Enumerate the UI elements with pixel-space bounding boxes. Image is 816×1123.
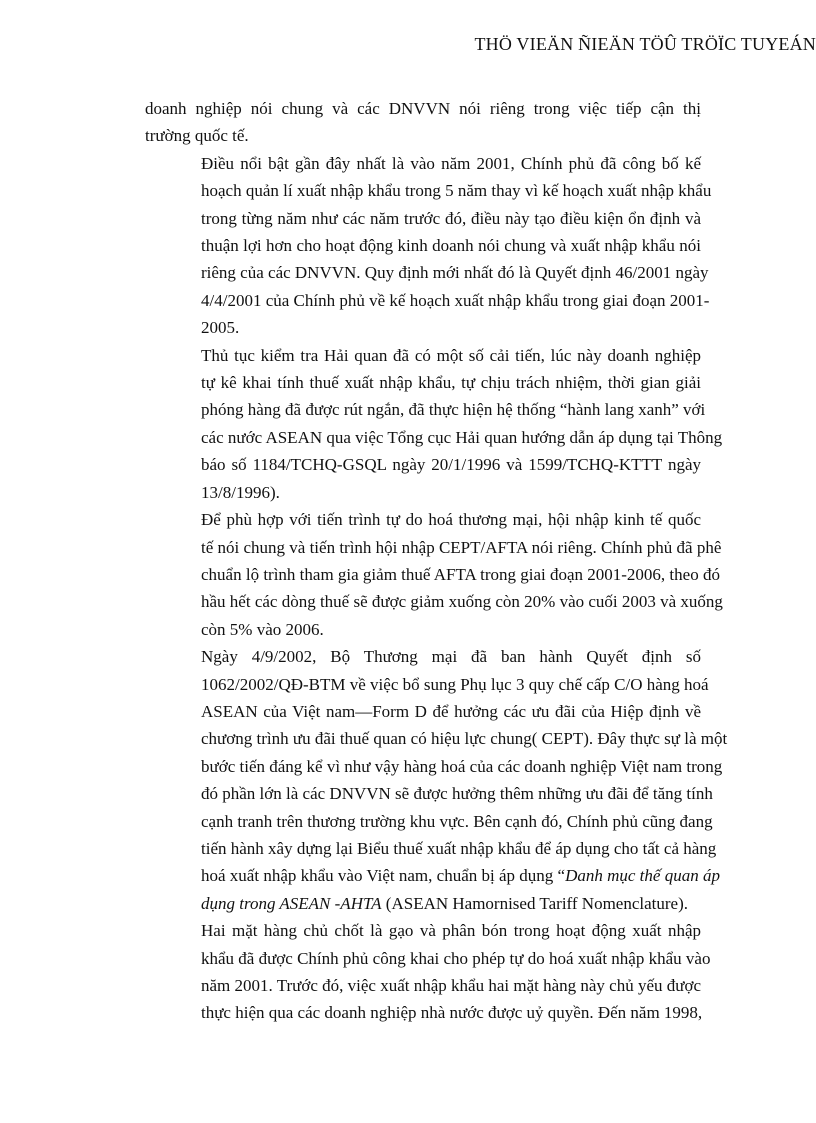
text-line: doanh nghiệp nói chung và các DNVVN nói riêng trong việc tiếp cận thị [145,99,701,118]
text-line: thực hiện qua các doanh nghiệp nhà nước được uỷ quyền. Đến năm 1998, [201,1003,703,1023]
text-line: 2005. [201,318,240,338]
text-line: 4/4/2001 của Chính phủ về kế hoạch xuất nhập khẩu trong giai đoạn 2001- [201,290,710,310]
text-line: tiến hành xây dựng lại Biểu thuế xuất nhập khẩu để áp dụng cho tất cả hàng [201,838,717,858]
paragraph [145,342,723,506]
text-line: thuận lợi hơn cho hoạt động kinh doanh nói chung và xuất nhập khẩu nói [201,236,701,256]
text-line: dụng trong ASEAN -AHTA (ASEAN Hamornised Tariff Nomenclature). [201,893,689,913]
text-line: trường quốc tế. [145,126,249,146]
text-line: tự kê khai tính thuế xuất nhập khẩu, tự chịu trách nhiệm, thời gian giải [201,373,701,393]
paragraph [145,150,712,342]
text-line: Để phù hợp với tiến trình tự do hoá thương mại, hội nhập kinh tế quốc [201,510,701,530]
text-line: chương trình ưu đãi thuế quan có hiệu lực chung( CEPT). Đây thực sự là một [201,729,728,749]
text-line: Điều nổi bật gần đây nhất là vào năm 2001, Chính phủ đã công bố kế [201,153,701,173]
paragraph [145,95,701,150]
text-line: tế nói chung và tiến trình hội nhập CEPT/AFTA nói riêng. Chính phủ đã phê [201,537,722,557]
text-line: phóng hàng đã được rút ngắn, đã thực hiện hệ thống “hành lang xanh” với [201,400,706,420]
text-line: chuẩn lộ trình tham gia giảm thuế AFTA trong giai đoạn 2001-2006, theo đó [201,564,720,584]
text-line: 1062/2002/QĐ-BTM về việc bổ sung Phụ lục 3 quy chế cấp C/O hàng hoá [201,674,709,694]
text-line: 13/8/1996). [201,482,280,502]
text-line: hoá xuất nhập khẩu vào Việt nam, chuẩn bị áp dụng “Danh mục thế quan áp [201,866,720,886]
text-line: khẩu đã được Chính phủ công khai cho phép tự do hoá xuất nhập khẩu vào [201,948,711,968]
text-line: các nước ASEAN qua việc Tổng cục Hải quan hướng dẫn áp dụng tại Thông [201,427,723,447]
text-line: Hai mặt hàng chủ chốt là gạo và phân bón trong hoạt động xuất nhập [201,921,701,941]
text-line: riêng của các DNVVN. Quy định mới nhất đó là Quyết định 46/2001 ngày [201,263,709,283]
document-body [145,95,728,1027]
text-line: bước tiến đáng kể vì như vậy hàng hoá của các doanh nghiệp Việt nam trong [201,756,723,776]
text-line: còn 5% vào 2006. [201,619,324,639]
text-line: cạnh tranh trên thương trường khu vực. Bên cạnh đó, Chính phủ cũng đang [201,811,713,831]
paragraph [145,917,711,1027]
paragraph [145,506,723,643]
text-line: trong từng năm như các năm trước đó, điều này tạo điều kiện ổn định và [201,208,701,228]
page-header: THÖ VIEÄN ÑIEÄN TÖÛ TRÖÏC TUYEÁN [474,34,816,54]
text-line: hầu hết các dòng thuế sẽ được giảm xuống còn 20% vào cuối 2003 và xuống [201,592,723,612]
text-line: Ngày 4/9/2002, Bộ Thương mại đã ban hành Quyết định số [201,647,701,667]
paragraph [145,643,728,917]
text-line: đó phần lớn là các DNVVN sẽ được hưởng thêm những ưu đãi để tăng tính [201,784,713,804]
text-line: Thủ tục kiểm tra Hải quan đã có một số cải tiến, lúc này doanh nghiệp [201,345,701,365]
text-line: hoạch quản lí xuất nhập khẩu trong 5 năm thay vì kế hoạch xuất nhập khẩu [201,181,712,201]
text-line: báo số 1184/TCHQ-GSQL ngày 20/1/1996 và 1599/TCHQ-KTTT ngày [201,455,701,475]
text-line: năm 2001. Trước đó, việc xuất nhập khẩu hai mặt hàng này chủ yếu được [201,976,702,995]
text-line: ASEAN của Việt nam—Form D để hưởng các ưu đãi của Hiệp định về [201,701,701,721]
